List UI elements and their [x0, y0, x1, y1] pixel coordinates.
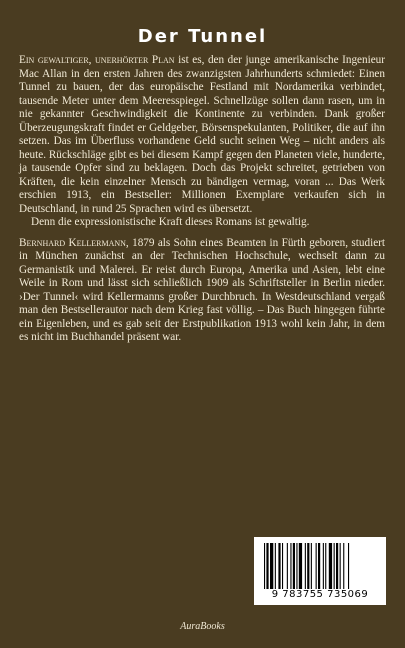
author-bio-text: , 1879 als Sohn eines Beamten in Fürth geboren, studiert in München zunächst an der Technischen Hochschule, wechselt dann zu Germanistik und Malerei. Er reist durch Europa, Amerika und Asien, lebt eine Weile in Rom und lässt sich schließlich 1909 als Schriftsteller in Berlin nieder. ›Der Tunnel‹ wird Kellermanns großer Durchbruch. In Westdeutschland vergaß man den Bestsellerautor nach dem Krieg fast völlig. – Das Buch hingegen führte ein Eigenleben, und es gab seit der Erstpublikation 1913 wohl kein Jahr, in dem es nicht im Buchhandel präsent war. — [19, 236, 385, 343]
synopsis-text: ist es, den der junge amerikanische Ingenieur Mac Allan in den ersten Jahren des zwanzigsten Jahrhunderts schmiedet: Einen Tunnel zu bauen, der das europäische Festland mit Nordamerika verbindet, tausende Meter unter dem Meeresspiegel. Schnellzüge sollen dann rasen, um in nie gekannter Geschwindigkeit die Kontinente zu verbinden. Dank großer Überzeugungskraft findet er Geldgeber, Börsenspekulanten, Politiker, die auf ihn setzen. Das im Überfluss vorhandene Geld sucht seinen Weg – nicht anders als heute. Rückschläge gibt es bei diesem Kampf gegen den Planeten viele, hunderte, ja tausende Opfer sind zu beklagen. Doch das Projekt schreitet, getrieben von Kräften, die kein einzelner Mensch zu bändigen vermag, voran ... Das Werk erschien 1913, ein Bestseller: Millionen Exemplare verkaufen sich in Deutschland, in rund 25 Sprachen wird es übersetzt. — [19, 54, 386, 215]
author-name: Bernhard Kellermann — [19, 236, 126, 249]
tagline-paragraph: Denn die expressionistische Kraft dieses Romans ist gewaltig. — [31, 216, 310, 228]
barcode-bars — [262, 543, 378, 589]
book-title: Der Tunnel — [137, 26, 268, 47]
synopsis-lead: Ein gewaltiger, unerhörter Plan — [19, 54, 175, 66]
author-bio-paragraph — [19, 237, 385, 345]
isbn-number: 9 783755 735069 — [271, 589, 369, 600]
blurb — [19, 54, 385, 345]
barcode — [254, 537, 386, 605]
publisher-logo: AuraBooks — [180, 621, 225, 632]
synopsis-paragraph — [19, 54, 385, 216]
